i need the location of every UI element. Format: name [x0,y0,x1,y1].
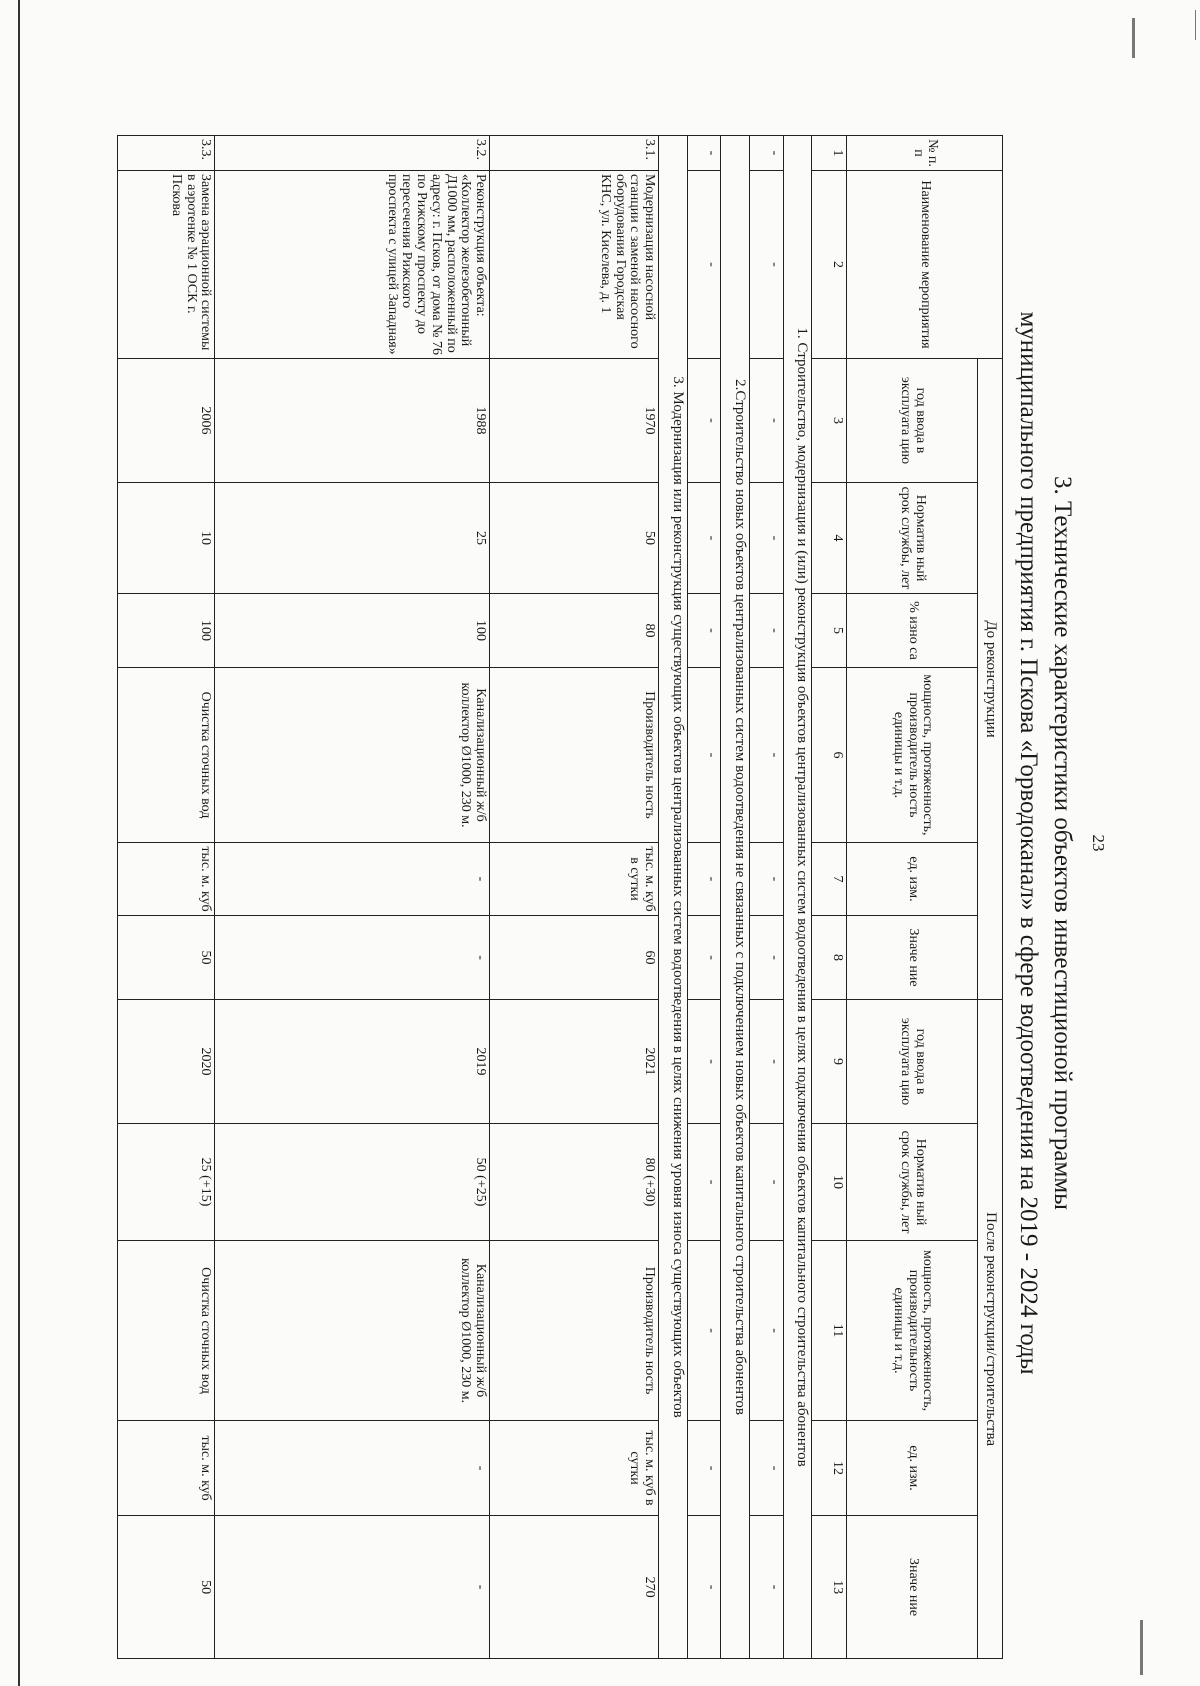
cell-dash: - [687,843,721,916]
col-number: 4 [812,483,847,594]
row-name: Реконструкция объекта: «Коллектор железобетонный Д1000 мм, расположенный по адресу: г. Псков, от дома № 76 по Рижскому проспекту до пересечения Рижского проспекта с улицей Западная» [215,171,490,359]
header-no: № п. п [847,136,1003,171]
header-year-after: год ввода в эксплуата цию [847,1000,978,1124]
section-row-3 [658,136,687,1659]
row-term: 25 [215,483,490,594]
characteristics-table [117,135,1003,1659]
header-term: Норматив ный срок службы, лет [847,483,978,594]
section-title: 3. Модернизация или реконструкция существующих объектов централизованных систем водоотведения в целях снижения уровня износа существующих объектов [658,136,687,1659]
cell-dash: - [750,594,784,668]
cell-dash: - [750,1241,784,1421]
row-power: Очистка сточных вод [118,668,215,843]
cell-dash: - [750,1516,784,1659]
row-wear: 100 [215,594,490,668]
cell-dash: - [687,1124,721,1241]
cell-dash: - [750,483,784,594]
title-line-2: муниципального предприятия г. Пскова «Горводоканал» в сфере водоотведения на 2019 - 2024 годы [1015,311,1042,1375]
row-term-after: 25 (+15) [118,1124,215,1241]
header-power-after: мощность, протяженность, производительность единицы и т.д. [847,1241,978,1421]
row-term: 50 [489,483,658,594]
header-after-group: После реконструкции/строительства [978,1000,1003,1659]
row-unit: тыс. м. куб в сутки [489,843,658,916]
cell-dash: - [687,916,721,1000]
cell-dash: - [687,1000,721,1124]
header-unit: ед. изм. [847,843,978,916]
header-value-after: Значе ние [847,1516,978,1659]
cell-dash: - [750,1421,784,1516]
header-before-group: До реконструкции [978,359,1003,1000]
row-value: - [215,916,490,1000]
row-no: 3.1. [489,136,658,171]
row-unit-after: - [215,1421,490,1516]
row-power-after: Канализационный ж/б коллектор Ø1000, 230 м. [215,1241,490,1421]
col-number: 3 [812,359,847,483]
col-number: 13 [812,1516,847,1659]
row-value-after: 50 [118,1516,215,1659]
cell-dash: - [750,1124,784,1241]
row-value-after: - [215,1516,490,1659]
cell-dash: - [687,1516,721,1659]
row-value: 50 [118,916,215,1000]
cell-dash: - [687,171,721,359]
row-term: 10 [118,483,215,594]
scan-artifact [1132,18,1135,58]
title-line-1: 3. Технические характеристики объектов инвестиционой программы [1049,476,1076,1210]
cell-dash: - [687,668,721,843]
cell-dash: - [750,1000,784,1124]
col-number: 1 [812,136,847,171]
row-unit-after: тыс. м. куб в сутки [489,1421,658,1516]
section-title: 1. Строительство, модернизация и (или) реконструкция объектов централизованных систем водоотведения в целях подключения объектов капитального строительства абонентов [783,136,812,1659]
header-name: Наименование мероприятия [847,171,1003,359]
col-number: 2 [812,171,847,359]
row-year: 1988 [215,359,490,483]
cell-dash: - [750,668,784,843]
col-number: 9 [812,1000,847,1124]
row-unit: - [215,843,490,916]
row-name: Модернизация насосной станции с заменой насосного оборудования Городская КНС, ул. Киселева, д. 1 [489,171,658,359]
row-value-after: 270 [489,1516,658,1659]
row-power: Канализационный ж/б коллектор Ø1000, 230 м. [215,668,490,843]
row-unit-after: тыс. м. куб [118,1421,215,1516]
row-power-after: Производитель ность [489,1241,658,1421]
cell-dash: - [687,136,721,171]
scan-edge-line [18,0,20,1686]
col-number: 10 [812,1124,847,1241]
header-unit-after: ед. изм. [847,1421,978,1516]
header-term-after: Норматив ный срок службы, лет [847,1124,978,1241]
cell-dash: - [750,359,784,483]
cell-dash: - [750,843,784,916]
header-row-columns [847,136,978,1659]
table-row [489,136,658,1659]
header-row-group [978,136,1003,1659]
table-row [118,136,215,1659]
table-row-empty [687,136,721,1659]
section-title: 2.Строительство новых объектов централизованных систем водоотведения не связанных с подключением новых объектов капитального строительства абонентов [721,136,750,1659]
row-year-after: 2020 [118,1000,215,1124]
scan-artifact [1140,1620,1143,1675]
cell-dash: - [750,916,784,1000]
row-year-after: 2021 [489,1000,658,1124]
table-row-empty [750,136,784,1659]
row-wear: 80 [489,594,658,668]
col-number: 8 [812,916,847,1000]
cell-dash: - [687,483,721,594]
cell-dash: - [687,1421,721,1516]
row-term-after: 80 (+30) [489,1124,658,1241]
row-wear: 100 [118,594,215,668]
row-power: Производитель ность [489,668,658,843]
document-title [1011,93,1079,1593]
row-year: 1970 [489,359,658,483]
cell-dash: - [687,594,721,668]
row-year: 2006 [118,359,215,483]
row-power-after: Очистка сточных вод [118,1241,215,1421]
cell-dash: - [750,171,784,359]
section-row-1 [783,136,812,1659]
col-number: 6 [812,668,847,843]
col-number: 11 [812,1241,847,1421]
row-no: 3.2. [215,136,490,171]
header-power: мощность, протяженность, производитель ность единицы и т.д. [847,668,978,843]
cell-dash: - [750,136,784,171]
col-number: 5 [812,594,847,668]
col-number: 7 [812,843,847,916]
row-value: 60 [489,916,658,1000]
row-year-after: 2019 [215,1000,490,1124]
page-number: 23 [1089,834,1108,852]
header-wear: % изно са [847,594,978,668]
scan-artifact [1195,10,1196,40]
rotated-table-container [117,135,1003,1658]
col-number: 12 [812,1421,847,1516]
section-row-2 [721,136,750,1659]
header-value: Значе ние [847,916,978,1000]
row-name: Замена аэрационной системы в аэротенке № 1 ОСК г. Пскова [118,171,215,359]
header-year: год ввода в эксплуата цию [847,359,978,483]
row-term-after: 50 (+25) [215,1124,490,1241]
row-unit: тыс. м. куб [118,843,215,916]
cell-dash: - [687,359,721,483]
row-no: 3.3. [118,136,215,171]
cell-dash: - [687,1241,721,1421]
table-row [215,136,490,1659]
column-numbers-row [812,136,847,1659]
